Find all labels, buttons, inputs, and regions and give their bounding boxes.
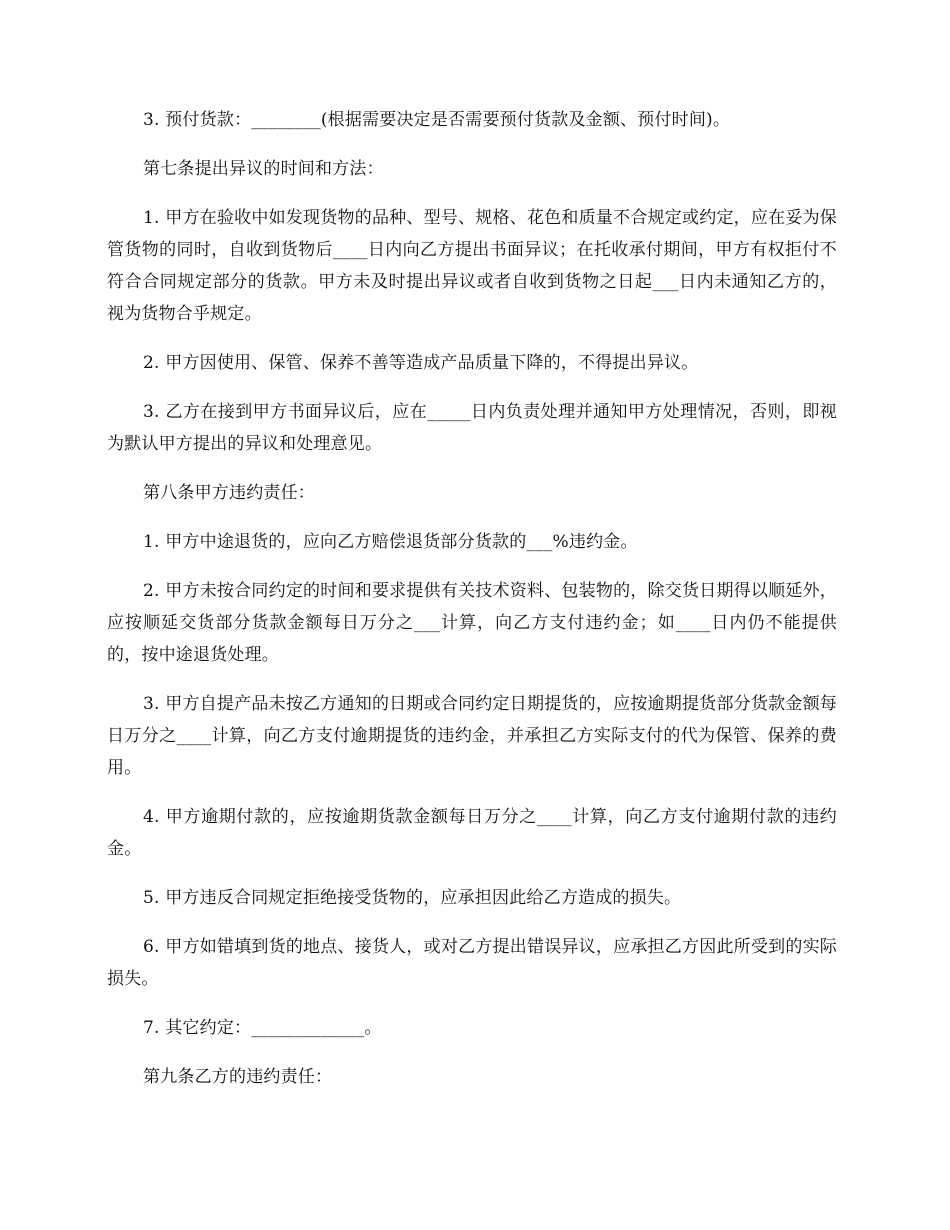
paragraph-7-2: 2. 甲方因使用、保管、保养不善等造成产品质量下降的，不得提出异议。 [143, 353, 699, 373]
paragraph-7-3: 3. 乙方在接到甲方书面异议后，应在_____日内负责处理并通知甲方处理情况，否则，即视为默认甲方提出的异议和处理意见。 [107, 402, 837, 454]
paragraph-8-5: 5. 甲方违反合同规定拒绝接受货物的，应承担因此给乙方造成的损失。 [143, 888, 682, 908]
paragraph-prepayment: 3. 预付货款：________(根据需要决定是否需要预付货款及金额、预付时间)。 [143, 110, 731, 130]
paragraph-8-1: 1. 甲方中途退货的，应向乙方赔偿退货部分货款的___%违约金。 [143, 532, 638, 552]
document-body [107, 104, 837, 1093]
paragraph-8-3: 3. 甲方自提产品未按乙方通知的日期或合同约定日期提货的，应按逾期提货部分货款金额每日万分之____计算，向乙方支付逾期提货的违约金，并承担乙方实际支付的代为保管、保养的费用。 [107, 694, 837, 778]
article-7-heading: 第七条提出异议的时间和方法： [143, 159, 384, 179]
article-9-heading: 第九条乙方的违约责任： [143, 1067, 333, 1087]
paragraph-8-2: 2. 甲方未按合同约定的时间和要求提供有关技术资料、包装物的，除交货日期得以顺延外，应按顺延交货部分货款金额每日万分之___计算，向乙方支付违约金；如____日内仍不能提供的，按中途退货处理。 [107, 581, 837, 665]
paragraph-8-7: 7. 其它约定：_____________。 [143, 1018, 382, 1038]
article-8-heading: 第八条甲方违约责任： [143, 483, 315, 503]
paragraph-8-4: 4. 甲方逾期付款的，应按逾期货款金额每日万分之____计算，向乙方支付逾期付款的违约金。 [107, 807, 837, 859]
paragraph-7-1: 1. 甲方在验收中如发现货物的品种、型号、规格、花色和质量不合规定或约定，应在妥为保管货物的同时，自收到货物后____日内向乙方提出书面异议；在托收承付期间，甲方有权拒付不符合合同规定部分的货款。甲方未及时提出异议或者自收到货物之日起___日内未通知乙方的，视为货物合乎规定。 [107, 208, 837, 324]
paragraph-8-6: 6. 甲方如错填到货的地点、接货人，或对乙方提出错误异议，应承担乙方因此所受到的实际损失。 [107, 937, 837, 989]
